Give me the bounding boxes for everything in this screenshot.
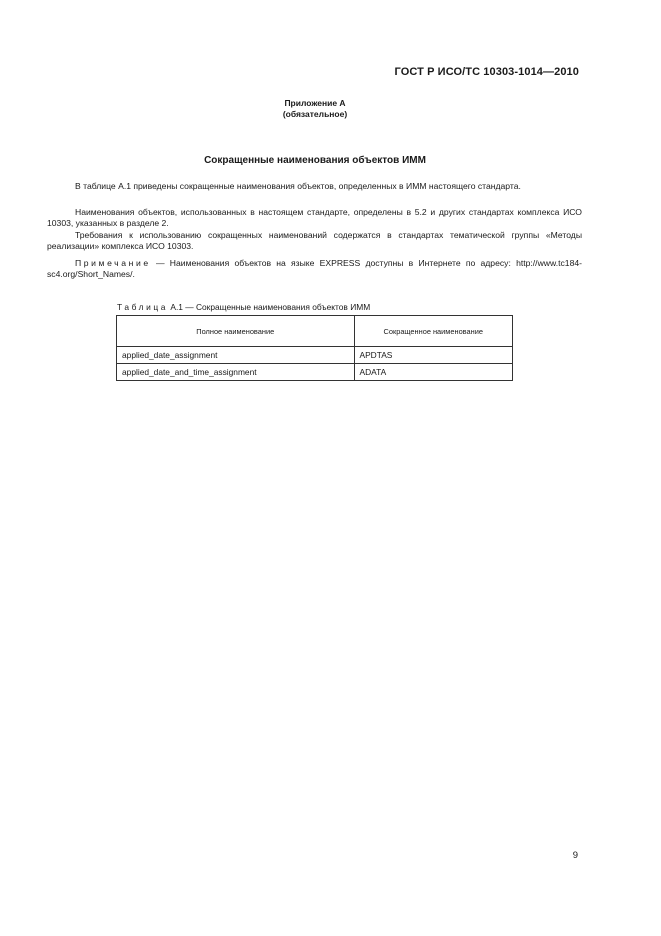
- short-name-cell: APDTAS: [354, 347, 513, 364]
- full-name-cell: applied_date_and_time_assignment: [117, 364, 355, 381]
- table-row: [117, 347, 513, 364]
- annex-status: (обязательное): [282, 109, 348, 119]
- table-caption-text: А.1 — Сокращенные наименования объектов ИММ: [168, 302, 371, 312]
- section-title: Сокращенные наименования объектов ИММ: [204, 155, 426, 166]
- annex-title: Приложение А: [284, 98, 346, 108]
- note: [47, 258, 582, 280]
- annex-heading: [0, 98, 630, 120]
- table-row: [117, 364, 513, 381]
- full-name-cell: applied_date_assignment: [117, 347, 355, 364]
- table-header-row: [117, 316, 513, 347]
- document-code: ГОСТ Р ИСО/ТС 10303-1014—2010: [394, 66, 579, 78]
- paragraph-table-reference: В таблице А.1 приведены сокращенные наименования объектов, определенных в ИММ настоящего стандарта.: [75, 181, 521, 191]
- abbreviations-table: [116, 315, 513, 381]
- column-header-full-name: Полное наименование: [117, 316, 355, 347]
- paragraph-requirements: Требования к использованию сокращенных наименований содержатся в стандартах тематической группы «Методы реализации» комплекса ИСО 10303.: [47, 230, 582, 251]
- page-number: 9: [572, 850, 578, 861]
- note-label: Примечание: [75, 258, 151, 268]
- table-caption: [117, 302, 370, 312]
- paragraph-object-names: Наименования объектов, использованных в настоящем стандарте, определены в 5.2 и других стандартах комплекса ИСО 10303, указанных в разделе 2.: [47, 207, 582, 228]
- table-caption-label: Таблица: [117, 302, 169, 312]
- short-name-cell: ADATA: [354, 364, 513, 381]
- note-text: — Наименования объектов на языке EXPRESS доступны в Интернете по адресу: http://www.tc184-sc4.org/Short_Names/.: [47, 258, 582, 279]
- column-header-short-name: Сокращенное наименование: [354, 316, 513, 347]
